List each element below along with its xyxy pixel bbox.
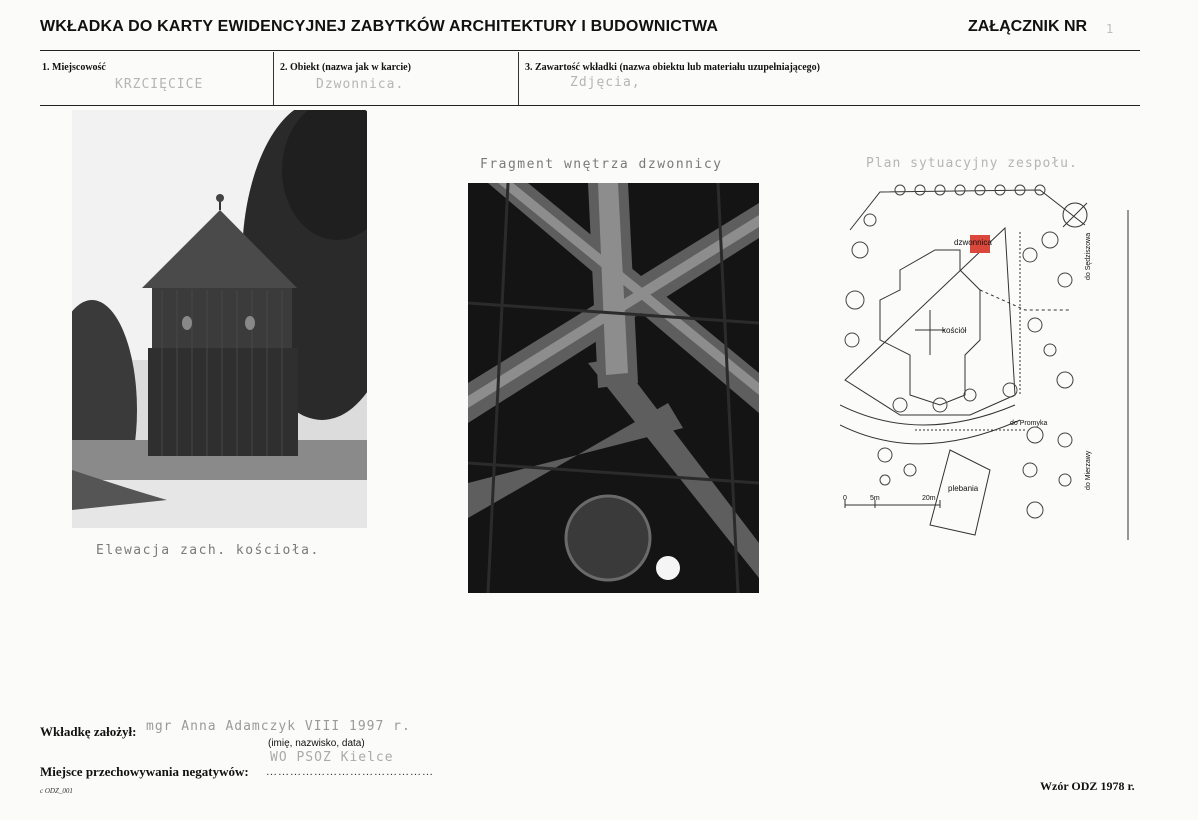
plan-scale-0: 0 (843, 495, 847, 502)
field-content-value: Zdjęcia, (570, 75, 641, 90)
founder-value: mgr Anna Adamczyk VIII 1997 r. (146, 719, 411, 734)
field-object-value: Dzwonnica. (316, 77, 405, 92)
site-plan (840, 180, 1140, 540)
founder-label: Wkładkę założył: (40, 724, 137, 739)
attachment-label: ZAŁĄCZNIK NR (968, 18, 1088, 35)
field-locality-value: KRZCIĘCICE (115, 77, 204, 92)
plan-road-promyk: do Promyka (1010, 420, 1048, 427)
fields-rule (40, 105, 1140, 106)
belfry-interior-photo (468, 183, 759, 593)
middle-photo-caption: Fragment wnętrza dzwonnicy (480, 157, 723, 172)
field-object-label: 2. Obiekt (nazwa jak w karcie) (280, 62, 411, 73)
founder-hint: (imię, nazwisko, data) (268, 738, 365, 749)
plan-scale-5: 5m (870, 495, 880, 502)
plan-scale-20: 20m (922, 495, 936, 502)
form-title: WKŁADKA DO KARTY EWIDENCYJNEJ ZABYTKÓW ARCHITEKTURY I BUDOWNICTWA (40, 18, 719, 35)
right-photo-caption: Plan sytuacyjny zespołu. (866, 156, 1078, 171)
form-code: c ODZ_001 (40, 787, 73, 795)
attachment-number: 1 (1106, 22, 1114, 36)
plan-road-sedziszow: do Sędziszowa (1085, 232, 1092, 280)
header-rule (40, 50, 1140, 51)
negatives-label: Miejsce przechowywania negatywów: (40, 764, 249, 779)
field-divider (273, 52, 274, 106)
field-locality-label: 1. Miejscowość (42, 62, 106, 73)
negatives-dots: …………………………………… (266, 766, 434, 778)
belfry-exterior-photo (72, 110, 367, 528)
field-divider (518, 52, 519, 106)
field-content-label: 3. Zawartość wkładki (nazwa obiektu lub materiału uzupełniającego) (525, 62, 821, 73)
plan-label-rectory: plebania (948, 484, 979, 493)
form-pattern: Wzór ODZ 1978 r. (1040, 779, 1135, 793)
negatives-value: WO PSOZ Kielce (270, 750, 394, 765)
plan-label-belfry: dzwonnica (954, 238, 992, 247)
left-photo-caption: Elewacja zach. kościoła. (96, 543, 320, 558)
plan-road-mierzawa: do Mierzawy (1085, 450, 1092, 490)
plan-label-church: kościół (942, 326, 967, 335)
